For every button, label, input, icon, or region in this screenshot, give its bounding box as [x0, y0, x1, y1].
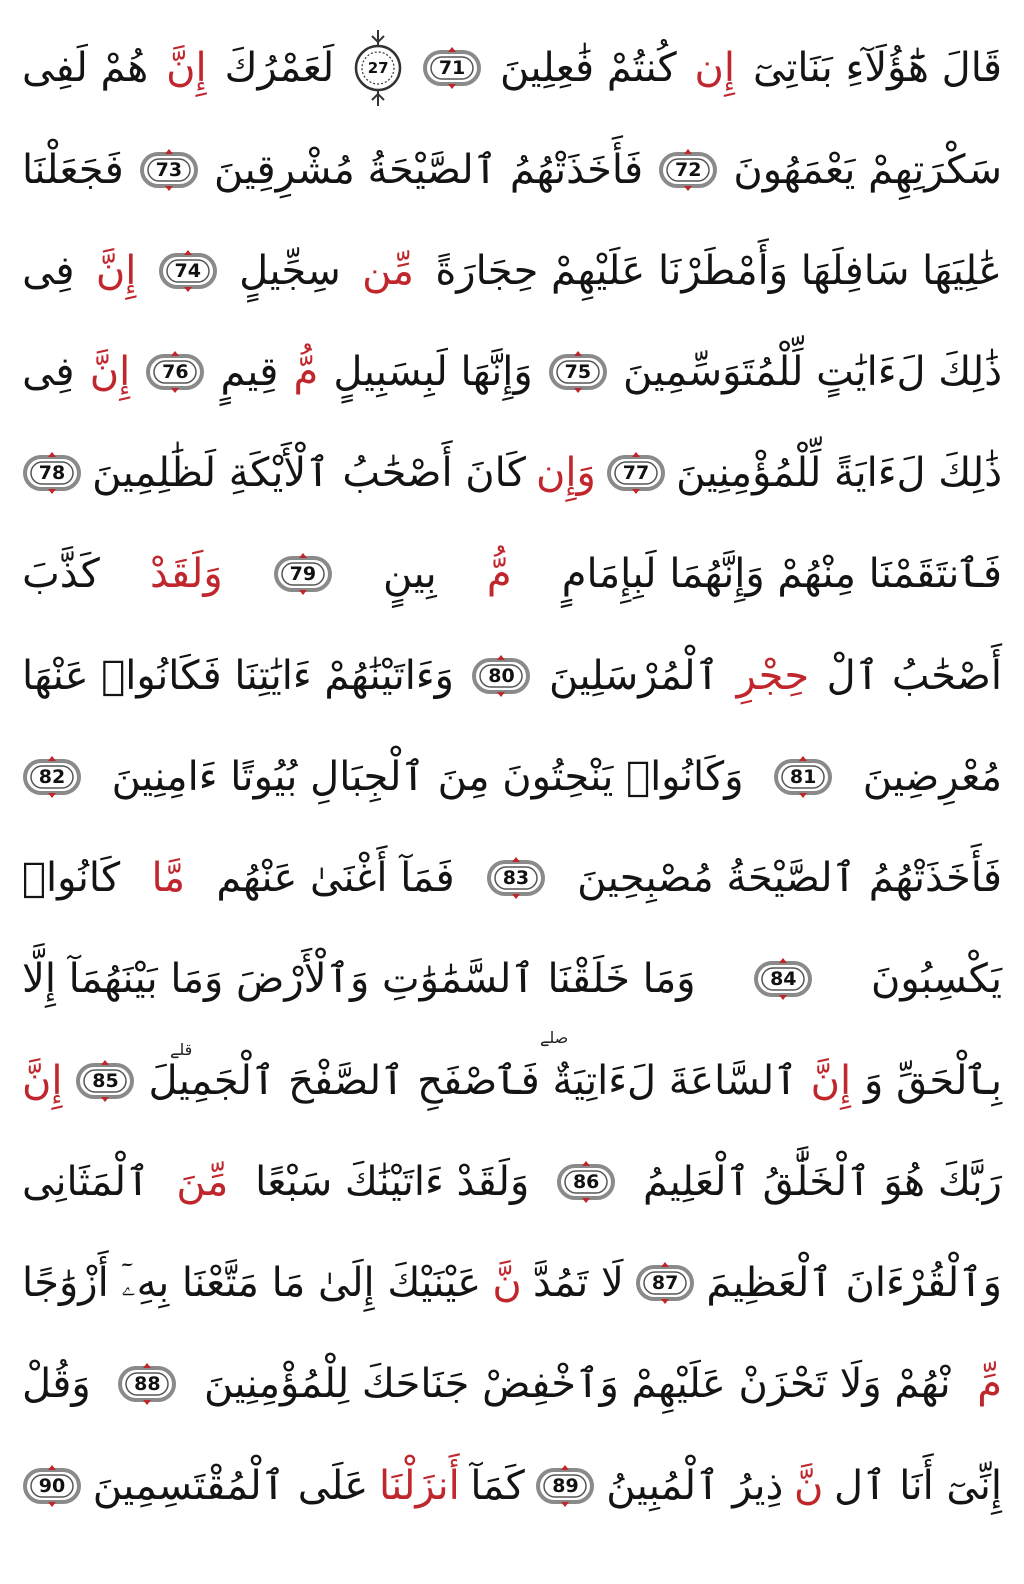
verse-text: فَمَآ أَغْنَىٰ عَنْهُم — [216, 855, 455, 901]
verse-text: وَلَقَدْ ءَاتَيْنَٰكَ سَبْعًا — [255, 1159, 530, 1205]
verse-text: رَبَّكَ هُوَ ٱلْخَلَّٰقُ ٱلْعَلِيمُ — [643, 1159, 1002, 1205]
tajweed-highlight: حِجْرِ — [736, 653, 810, 699]
verse-text: فَأَخَذَتْهُمُ ٱلصَّيْحَةُ مُصْبِحِينَ — [577, 855, 1002, 901]
tajweed-highlight: وَلَقَدْ — [149, 551, 223, 597]
verse-text: أَصْحَٰبُ ٱلْ — [826, 653, 1002, 699]
text-line — [22, 1235, 1002, 1331]
ayah-number: 79 — [289, 563, 317, 585]
verse-text: وَمَا خَلَقْنَا ٱلسَّمَٰوَٰتِ وَٱلْأَرْضَ وَمَا بَيْنَهُمَآ إِلَّا — [22, 956, 696, 1002]
verse-text: ذَٰلِكَ لَءَايَةً لِّلْمُؤْمِنِينَ — [676, 450, 1002, 496]
tajweed-highlight: مِّنَ — [176, 1159, 229, 1205]
verse-text: كَمَآ — [470, 1463, 525, 1509]
pause-mark: قلے — [170, 1040, 193, 1059]
verse-text: فَجَعَلْنَا — [22, 147, 124, 193]
verse-text: سَكْرَتِهِمْ يَعْمَهُونَ — [733, 147, 1002, 193]
ayah-number: 80 — [488, 665, 515, 687]
ayah-number-marker — [471, 654, 531, 698]
ayah-number-marker — [139, 148, 199, 192]
text-line — [22, 1438, 1002, 1534]
ayah-number: 85 — [92, 1070, 119, 1092]
tajweed-highlight: مِّن — [362, 248, 414, 294]
ayah-number-marker — [535, 1464, 595, 1508]
ayah-number: 76 — [162, 361, 189, 383]
ayah-number-marker — [22, 755, 82, 799]
ayah-number: 87 — [651, 1272, 679, 1294]
text-line — [22, 1134, 1002, 1230]
ayah-number: 72 — [675, 159, 702, 181]
ayah-number: 77 — [622, 462, 650, 484]
tajweed-highlight: أَنزَلْنَا — [378, 1463, 460, 1509]
verse-text: وَإِنَّهَا لَبِسَبِيلٍ — [333, 349, 533, 395]
ayah-number-marker — [486, 856, 546, 900]
verse-text: ٱلْمَثَانِى — [22, 1159, 150, 1205]
verse-text: يَكْسِبُونَ — [870, 956, 1002, 1002]
ayah-number-marker — [773, 755, 833, 799]
tajweed-highlight: إِنَّ — [22, 1058, 63, 1104]
ayah-number-marker — [753, 957, 813, 1001]
verse-text: بِينٍ — [383, 551, 437, 597]
verse-text: ٱلسَّاعَةَ لَءَاتِيَةٌ فَٱصْفَحِ ٱلصَّفْحَ ٱلْجَمِيلَ — [148, 1058, 798, 1104]
ayah-number-marker — [117, 1362, 177, 1406]
verse-text: فِى — [22, 248, 75, 294]
ayah-number-marker — [548, 350, 608, 394]
verse-text: لَا تَمُدَّ — [533, 1260, 624, 1306]
ayah-number-marker — [606, 451, 666, 495]
text-line — [22, 122, 1002, 218]
verse-text: لَعَمْرُكَ — [224, 45, 335, 91]
ayah-number-marker — [556, 1160, 616, 1204]
ayah-number-marker — [422, 46, 482, 90]
ayah-number: 71 — [438, 57, 466, 79]
verse-text: كُنتُمْ فَٰعِلِينَ — [499, 45, 677, 91]
ayah-number-marker — [22, 451, 82, 495]
ayah-number: 82 — [38, 766, 66, 788]
verse-text: عَٰلِيَهَا سَافِلَهَا وَأَمْطَرْنَا عَلَيْهِمْ حِجَارَةً — [435, 248, 1002, 294]
verse-text: عَيْنَيْكَ إِلَىٰ مَا مَتَّعْنَا بِهِۦٓ أَزْوَٰجًا — [22, 1260, 482, 1306]
tajweed-highlight: مُّ — [486, 551, 512, 597]
verse-text: ٱلْمُرْسَلِينَ — [548, 653, 720, 699]
ayah-number: 84 — [770, 968, 797, 990]
ayah-number-marker — [75, 1059, 135, 1103]
text-line — [22, 628, 1002, 724]
ayah-number: 88 — [134, 1373, 161, 1395]
ayah-number: 74 — [174, 260, 201, 282]
verse-text: نْهُمْ وَلَا تَحْزَنْ عَلَيْهِمْ وَٱخْفِضْ جَنَاحَكَ لِلْمُؤْمِنِينَ — [203, 1361, 951, 1407]
text-line — [22, 425, 1002, 521]
ayah-number: 89 — [552, 1475, 579, 1497]
tajweed-highlight: إِنَّ — [166, 45, 207, 91]
tajweed-highlight: إِن — [694, 45, 736, 91]
text-line — [22, 223, 1002, 319]
text-line — [22, 20, 1002, 116]
verse-text: وَءَاتَيْنَٰهُمْ ءَايَٰتِنَا فَكَانُوا۟ عَنْهَا — [22, 653, 454, 699]
tajweed-highlight: إِنَّ — [89, 349, 131, 395]
text-line — [22, 830, 1002, 926]
verse-text: كَانُوا۟ — [22, 855, 121, 901]
juz-number: 27 — [367, 59, 389, 77]
tajweed-highlight: نَّ — [793, 1463, 824, 1509]
juz-marker — [352, 28, 404, 108]
verse-text: مُعْرِضِينَ — [862, 754, 1002, 800]
tajweed-highlight: إِنَّ — [810, 1058, 852, 1104]
tajweed-highlight: نَّ — [492, 1260, 522, 1306]
text-line — [22, 729, 1002, 825]
ayah-number-marker — [158, 249, 218, 293]
text-line — [22, 526, 1002, 622]
verse-text: وَٱلْقُرْءَانَ ٱلْعَظِيمَ — [706, 1260, 1002, 1306]
ayah-number: 73 — [155, 159, 183, 181]
verse-text: وَقُلْ — [22, 1361, 91, 1407]
verse-text: قِيمٍ — [220, 349, 279, 395]
verse-text: كَذَّبَ — [22, 551, 100, 597]
ayah-number-marker — [658, 148, 718, 192]
ayah-number: 75 — [564, 361, 592, 383]
ayah-number-marker — [635, 1261, 695, 1305]
pause-mark: صلے — [540, 1028, 569, 1047]
verse-text: قَالَ هَٰٓؤُلَآءِ بَنَاتِىٓ — [752, 45, 1002, 91]
text-line — [22, 931, 1002, 1027]
ayah-number-marker — [145, 350, 205, 394]
ayah-number: 86 — [572, 1171, 600, 1193]
tajweed-highlight: إِنَّ — [95, 248, 137, 294]
text-line — [22, 324, 1002, 420]
tajweed-highlight: مُّ — [293, 349, 319, 395]
ayah-number-marker — [22, 1464, 82, 1508]
ayah-number: 81 — [789, 766, 817, 788]
verse-text: كَانَ أَصْحَٰبُ ٱلْأَيْكَةِ لَظَٰلِمِينَ — [92, 450, 526, 496]
verse-text: هُمْ لَفِى — [22, 45, 149, 91]
verse-text: فَأَخَذَتْهُمُ ٱلصَّيْحَةُ مُشْرِقِينَ — [214, 147, 644, 193]
verse-text: ذَٰلِكَ لَءَايَٰتٍ لِّلْمُتَوَسِّمِينَ — [623, 349, 1002, 395]
tajweed-highlight: مِّ — [977, 1361, 1002, 1407]
text-line — [22, 1336, 1002, 1432]
ayah-number: 83 — [502, 867, 530, 889]
verse-text: وَكَانُوا۟ يَنْحِتُونَ مِنَ ٱلْجِبَالِ بُيُوتًا ءَامِنِينَ — [111, 754, 744, 800]
ayah-number-marker — [273, 552, 333, 596]
verse-text: فِى — [22, 349, 75, 395]
verse-text: سِجِّيلٍ — [239, 248, 341, 294]
verse-text: فَٱنتَقَمْنَا مِنْهُمْ وَإِنَّهُمَا لَبِإِمَامٍ — [561, 551, 1002, 597]
verse-text: إِنِّىٓ أَنَا ٱل — [834, 1463, 1002, 1509]
ayah-number: 90 — [38, 1475, 66, 1497]
tajweed-highlight: مَّا — [151, 855, 186, 901]
verse-text: بِٱلْحَقِّ وَ — [864, 1058, 1002, 1104]
ayah-number: 78 — [38, 462, 66, 484]
tajweed-highlight: وَإِن — [536, 450, 596, 496]
text-line — [22, 1033, 1002, 1129]
verse-text: عَلَى ٱلْمُقْتَسِمِينَ — [92, 1463, 369, 1509]
verse-text: ذِيرُ ٱلْمُبِينُ — [606, 1463, 784, 1509]
